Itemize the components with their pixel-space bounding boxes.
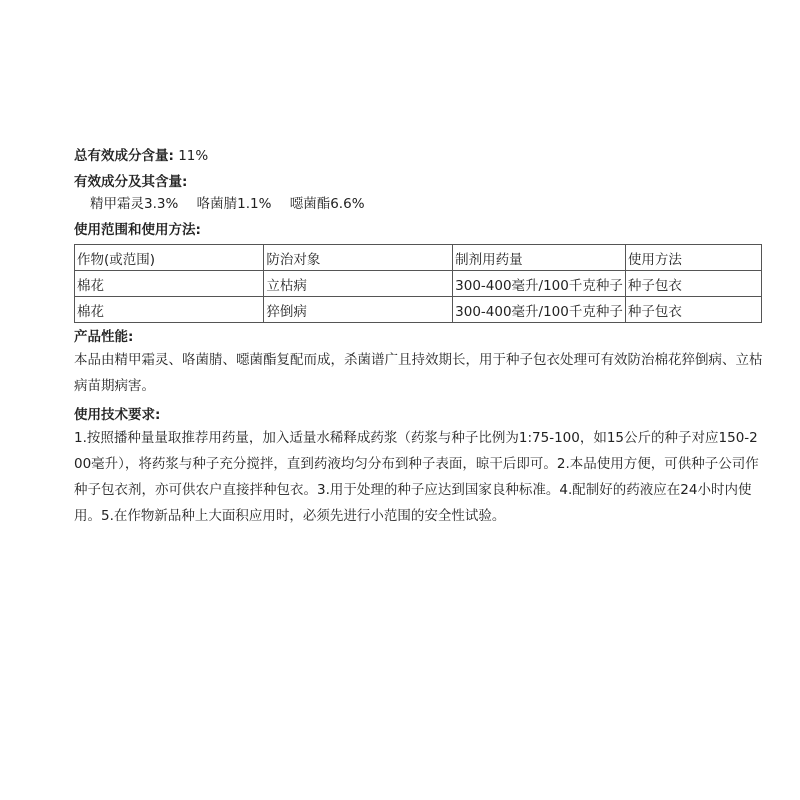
product-label-document (74, 146, 764, 529)
header-method: 使用方法 (625, 245, 761, 271)
header-target: 防治对象 (264, 245, 453, 271)
cell-method: 种子包衣 (625, 297, 761, 323)
usage-table (74, 244, 762, 323)
ingredient-item: 咯菌腈1.1% (196, 196, 272, 212)
performance-heading: 产品性能: (74, 329, 134, 345)
ingredients-heading: 有效成分及其含量: (74, 174, 188, 190)
header-crop: 作物(或范围) (75, 245, 264, 271)
technique-text: 1.按照播种量量取推荐用药量，加入适量水稀释成药浆（药浆与种子比例为1:75-100，如15公斤的种子对应150-200毫升），将药浆与种子充分搅拌，直到药液均匀分布到种子表面，晾干后即可。2.本品使用方便，可供种子公司作种子包衣剂，亦可供农户直接拌种包衣。3.用于处理的种子应达到国家良种标准。4.配制好的药液应在24小时内使用。5.在作物新品种上大面积应用时，必须先进行小范围的安全性试验。 (74, 430, 759, 524)
cell-dosage: 300-400毫升/100千克种子 (453, 271, 626, 297)
cell-target: 立枯病 (264, 271, 453, 297)
cell-dosage: 300-400毫升/100千克种子 (453, 297, 626, 323)
technique-heading: 使用技术要求: (74, 407, 161, 423)
table-row (75, 271, 762, 297)
table-header-row (75, 245, 762, 271)
total-content-value: 11% (178, 148, 209, 164)
ingredient-item: 精甲霜灵3.3% (90, 196, 179, 212)
total-content-line (74, 146, 764, 166)
cell-method: 种子包衣 (625, 271, 761, 297)
usage-heading: 使用范围和使用方法: (74, 222, 201, 238)
header-dosage: 制剂用药量 (453, 245, 626, 271)
table-row (75, 297, 762, 323)
cell-crop: 棉花 (75, 297, 264, 323)
total-content-label: 总有效成分含量: (74, 148, 174, 164)
cell-crop: 棉花 (75, 271, 264, 297)
ingredient-item: 噁菌酯6.6% (289, 196, 365, 212)
cell-target: 猝倒病 (264, 297, 453, 323)
ingredients-list (74, 194, 764, 214)
performance-text: 本品由精甲霜灵、咯菌腈、噁菌酯复配而成，杀菌谱广且持效期长，用于种子包衣处理可有效防治棉花猝倒病、立枯病苗期病害。 (74, 352, 763, 394)
